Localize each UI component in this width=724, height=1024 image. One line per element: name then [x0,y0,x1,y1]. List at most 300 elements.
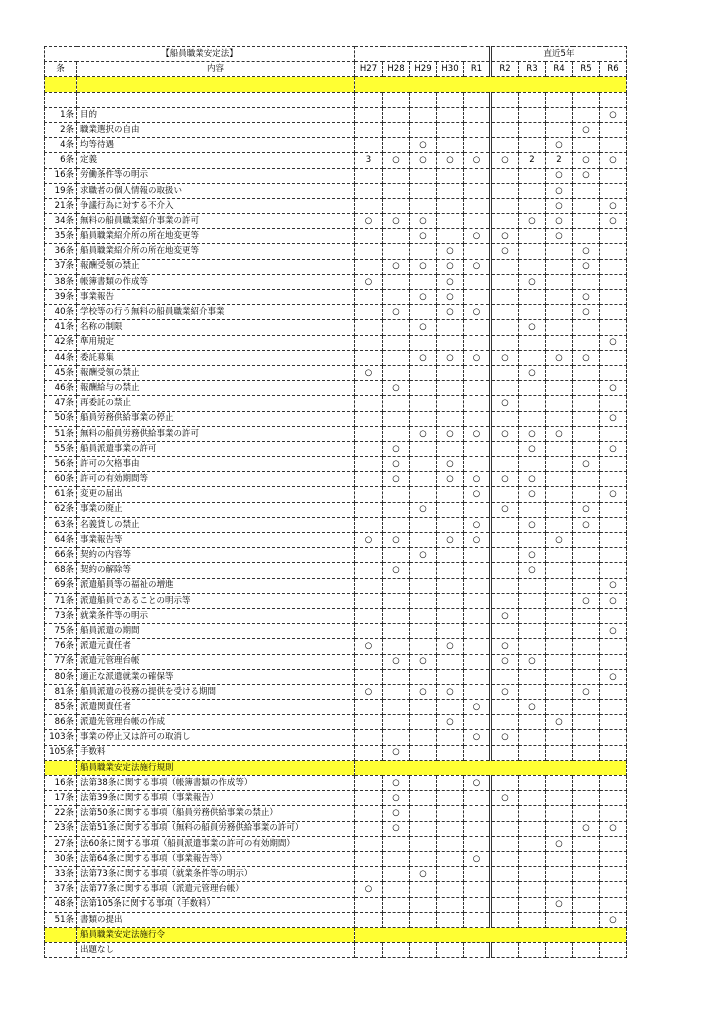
article-number: 71条 [45,593,77,608]
year-mark-cell [491,745,519,760]
table-row [45,168,627,183]
section-header-spacer [45,760,77,775]
year-mark-cell [437,851,464,866]
table-row [45,563,627,578]
year-mark-cell [383,608,410,623]
year-mark-cell [573,654,600,669]
year-mark-cell: ○ [410,290,437,305]
year-mark-cell [519,457,546,472]
table-row [45,214,627,229]
year-mark-cell [437,381,464,396]
table-row [45,411,627,426]
year-mark-cell: ○ [600,214,627,229]
year-mark-cell: ○ [546,198,573,213]
year-mark-cell: ○ [355,639,383,654]
year-mark-cell [573,943,600,958]
year-mark-cell: ○ [383,776,410,791]
article-content: 報酬受領の禁止 [77,259,355,274]
year-mark-cell [600,517,627,532]
year-mark-cell [491,365,519,380]
year-mark-cell [573,578,600,593]
year-mark-cell: ○ [519,548,546,563]
year-mark-cell: ○ [573,821,600,836]
year-mark-cell [464,943,491,958]
year-mark-cell [437,730,464,745]
section-title: 船員職業安定法施行令 [77,927,355,942]
year-mark-cell: ○ [410,153,437,168]
year-mark-cell [600,365,627,380]
year-mark-cell [437,441,464,456]
article-number: 85条 [45,700,77,715]
year-mark-cell [573,715,600,730]
section-header-fill [355,927,627,942]
year-mark-cell [355,730,383,745]
year-mark-cell [600,836,627,851]
article-content: 契約の解除等 [77,563,355,578]
article-content: 派遣先管理台帳の作成 [77,715,355,730]
year-mark-cell: ○ [464,533,491,548]
year-mark-cell: ○ [546,836,573,851]
article-content: 職業選択の自由 [77,122,355,137]
article-number: 66条 [45,548,77,563]
year-mark-cell [600,426,627,441]
year-mark-cell [383,548,410,563]
article-number: 16条 [45,168,77,183]
article-number: 30条 [45,851,77,866]
year-mark-cell [573,912,600,927]
year-mark-cell [546,259,573,274]
year-mark-cell [491,943,519,958]
year-mark-cell: ○ [491,350,519,365]
table-row [45,396,627,411]
year-mark-cell: ○ [437,274,464,289]
year-mark-cell [355,426,383,441]
year-mark-cell [491,457,519,472]
table-title: 【船員職業安定法】 [45,47,355,62]
table-row [45,153,627,168]
year-mark-cell [410,745,437,760]
article-content: 無料の船員職業紹介事業の許可 [77,214,355,229]
article-number: 50条 [45,411,77,426]
article-number: 56条 [45,457,77,472]
article-number: 19条 [45,183,77,198]
year-mark-cell [546,122,573,137]
article-content: 名称の制限 [77,320,355,335]
older-years-header [355,47,491,62]
year-header: R2 [491,62,519,77]
year-mark-cell [600,806,627,821]
year-mark-cell: ○ [410,684,437,699]
year-mark-cell [383,487,410,502]
article-number: 1条 [45,107,77,122]
article-number: 51条 [45,426,77,441]
year-mark-cell [519,943,546,958]
year-mark-cell [573,791,600,806]
year-mark-cell [355,138,383,153]
year-mark-cell [600,457,627,472]
year-mark-cell: ○ [383,457,410,472]
year-mark-cell [546,882,573,897]
year-mark-cell [355,715,383,730]
year-mark-cell: ○ [410,502,437,517]
year-mark-cell [464,320,491,335]
year-mark-cell [410,791,437,806]
year-mark-cell [491,806,519,821]
year-mark-cell [355,897,383,912]
year-mark-cell [464,578,491,593]
year-mark-cell: ○ [519,441,546,456]
year-mark-cell [600,776,627,791]
year-mark-cell [546,776,573,791]
year-mark-cell: ○ [600,198,627,213]
year-mark-cell: ○ [600,381,627,396]
year-header: R3 [519,62,546,77]
table-row [45,608,627,623]
blank-cell [600,92,627,107]
table-row [45,381,627,396]
year-mark-cell [355,821,383,836]
year-mark-cell [464,715,491,730]
year-mark-cell [410,943,437,958]
year-mark-cell [437,229,464,244]
year-mark-cell [355,548,383,563]
year-mark-cell [546,608,573,623]
year-mark-cell [600,168,627,183]
year-mark-cell [464,214,491,229]
year-mark-cell [573,441,600,456]
blank-cell [546,92,573,107]
year-mark-cell [573,700,600,715]
year-mark-cell [573,426,600,441]
year-mark-cell [491,624,519,639]
year-mark-cell [464,836,491,851]
article-number: 23条 [45,821,77,836]
table-row [45,320,627,335]
year-mark-cell [410,851,437,866]
article-number: 36条 [45,244,77,259]
year-mark-cell [519,608,546,623]
year-mark-cell [573,472,600,487]
table-row [45,244,627,259]
year-mark-cell [600,654,627,669]
year-mark-cell: ○ [355,533,383,548]
year-mark-cell [519,396,546,411]
article-content: 法第105条に関する事項（手数料） [77,897,355,912]
year-mark-cell: ○ [600,107,627,122]
year-mark-cell [546,274,573,289]
year-mark-cell: ○ [573,168,600,183]
year-mark-cell [464,107,491,122]
year-mark-cell [573,882,600,897]
year-mark-cell [383,168,410,183]
year-mark-cell [464,669,491,684]
year-mark-cell: ○ [464,229,491,244]
year-mark-cell: ○ [464,259,491,274]
article-content: 目的 [77,107,355,122]
article-number: 35条 [45,229,77,244]
article-number: 39条 [45,290,77,305]
year-mark-cell [519,639,546,654]
year-mark-cell [383,411,410,426]
year-mark-cell [519,806,546,821]
table-row [45,821,627,836]
year-header: H30 [437,62,464,77]
year-mark-cell [464,806,491,821]
year-mark-cell [491,851,519,866]
year-mark-cell [464,198,491,213]
article-content: 派遣船員等の福祉の増進 [77,578,355,593]
table-row [45,229,627,244]
article-number: 37条 [45,882,77,897]
year-mark-cell [355,867,383,882]
year-mark-cell: ○ [464,517,491,532]
year-mark-cell [491,912,519,927]
year-mark-cell [464,791,491,806]
year-mark-cell [410,305,437,320]
article-content: 手数料 [77,745,355,760]
article-number: 81条 [45,684,77,699]
article-content: 準用規定 [77,335,355,350]
table-row [45,305,627,320]
year-mark-cell [355,381,383,396]
year-mark-cell [355,745,383,760]
article-number: 4条 [45,138,77,153]
year-mark-cell [546,305,573,320]
year-mark-cell: ○ [600,669,627,684]
table-row [45,259,627,274]
year-mark-cell [355,441,383,456]
year-mark-cell [464,897,491,912]
year-mark-cell [383,183,410,198]
article-content: 報酬受領の禁止 [77,365,355,380]
year-mark-cell [383,578,410,593]
article-number: 77条 [45,654,77,669]
year-mark-cell [383,426,410,441]
year-mark-cell [383,320,410,335]
year-mark-cell: ○ [355,684,383,699]
year-header: R4 [546,62,573,77]
year-mark-cell [410,715,437,730]
year-mark-cell [573,198,600,213]
blank-cell [77,92,355,107]
year-mark-cell: ○ [573,684,600,699]
article-content: 学校等の行う無料の船員職業紹介事業 [77,305,355,320]
year-mark-cell [491,867,519,882]
blank-cell [355,92,383,107]
blank-cell [45,92,77,107]
year-mark-cell: 2 [519,153,546,168]
year-mark-cell: ○ [383,654,410,669]
article-content: 定義 [77,153,355,168]
year-mark-cell [491,593,519,608]
article-number: 45条 [45,365,77,380]
year-mark-cell: ○ [573,244,600,259]
year-mark-cell: ○ [464,472,491,487]
year-mark-cell [519,411,546,426]
year-mark-cell [491,411,519,426]
year-mark-cell: ○ [546,183,573,198]
article-number [45,943,77,958]
year-mark-cell: ○ [437,684,464,699]
year-mark-cell [410,365,437,380]
year-mark-cell [573,335,600,350]
year-mark-cell [491,836,519,851]
year-mark-cell [546,396,573,411]
year-mark-cell: ○ [573,290,600,305]
year-mark-cell [464,684,491,699]
year-mark-cell [573,836,600,851]
year-mark-cell [410,441,437,456]
article-number: 27条 [45,836,77,851]
year-mark-cell [410,274,437,289]
year-mark-cell [464,335,491,350]
year-mark-cell [573,214,600,229]
year-mark-cell [383,897,410,912]
year-mark-cell [355,320,383,335]
year-mark-cell [600,639,627,654]
year-mark-cell: ○ [355,365,383,380]
year-mark-cell [519,821,546,836]
year-mark-cell [573,138,600,153]
section-header-fill [355,760,627,775]
article-content: 委託募集 [77,350,355,365]
year-mark-cell: ○ [383,214,410,229]
year-mark-cell [437,912,464,927]
year-mark-cell [355,290,383,305]
blank-cell [573,92,600,107]
year-mark-cell: ○ [410,229,437,244]
year-mark-cell [600,122,627,137]
year-mark-cell [573,867,600,882]
year-mark-cell [410,593,437,608]
year-mark-cell [573,806,600,821]
section-header-fill [355,77,627,92]
year-mark-cell [600,867,627,882]
year-mark-cell [546,411,573,426]
year-mark-cell [464,563,491,578]
year-mark-cell [491,517,519,532]
year-mark-cell: ○ [519,320,546,335]
section-header-row [45,77,627,92]
year-mark-cell [383,229,410,244]
article-content: 船員派遣の期間 [77,624,355,639]
year-mark-cell [546,806,573,821]
blank-row [45,92,627,107]
year-mark-cell [573,624,600,639]
year-mark-cell [437,745,464,760]
year-mark-cell [437,335,464,350]
year-mark-cell [437,198,464,213]
year-mark-cell [464,183,491,198]
year-mark-cell: ○ [491,244,519,259]
article-number: 47条 [45,396,77,411]
year-mark-cell [491,669,519,684]
article-content: 名義貸しの禁止 [77,517,355,532]
year-mark-cell: ○ [464,487,491,502]
article-number: 55条 [45,441,77,456]
year-mark-cell [491,138,519,153]
year-mark-cell [600,791,627,806]
year-mark-cell: ○ [519,517,546,532]
year-mark-cell: ○ [546,715,573,730]
year-mark-cell [410,472,437,487]
article-number: 33条 [45,867,77,882]
year-mark-cell [437,593,464,608]
year-mark-cell: ○ [383,821,410,836]
year-mark-cell [383,396,410,411]
table-row [45,122,627,137]
year-mark-cell: ○ [383,305,410,320]
year-mark-cell [383,274,410,289]
year-mark-cell [546,381,573,396]
year-mark-cell [491,214,519,229]
year-mark-cell: ○ [491,639,519,654]
table-row [45,684,627,699]
year-mark-cell [383,851,410,866]
article-content: 船員派遣事業の許可 [77,441,355,456]
table-row [45,867,627,882]
article-content: 書類の提出 [77,912,355,927]
year-mark-cell [600,472,627,487]
year-mark-cell: ○ [410,259,437,274]
year-mark-cell [573,107,600,122]
year-mark-cell: ○ [546,168,573,183]
year-mark-cell [573,229,600,244]
article-number: 48条 [45,897,77,912]
column-header-row [45,62,627,77]
article-number: 40条 [45,305,77,320]
year-mark-cell [355,593,383,608]
year-mark-cell [600,943,627,958]
article-content: 求職者の個人情報の取扱い [77,183,355,198]
article-content: 許可の欠格事由 [77,457,355,472]
year-mark-cell [410,730,437,745]
year-mark-cell [491,198,519,213]
year-mark-cell: ○ [573,122,600,137]
year-mark-cell [491,548,519,563]
year-mark-cell [355,107,383,122]
article-number: 86条 [45,715,77,730]
year-mark-cell [491,183,519,198]
year-mark-cell: ○ [410,867,437,882]
year-mark-cell [600,290,627,305]
year-mark-cell [464,244,491,259]
year-mark-cell [546,684,573,699]
year-mark-cell: ○ [410,426,437,441]
year-mark-cell [464,882,491,897]
section-header-row [45,927,627,942]
year-mark-cell [383,730,410,745]
year-mark-cell [600,851,627,866]
year-mark-cell [437,806,464,821]
article-number: 41条 [45,320,77,335]
section-title: 船員職業安定法施行規則 [77,760,355,775]
year-header: H28 [383,62,410,77]
year-mark-cell [437,183,464,198]
article-content: 争議行為に対する不介入 [77,198,355,213]
year-mark-cell [437,517,464,532]
year-mark-cell [546,563,573,578]
year-mark-cell: ○ [383,745,410,760]
year-mark-cell: ○ [464,153,491,168]
year-mark-cell [600,882,627,897]
year-mark-cell [355,791,383,806]
year-mark-cell [383,198,410,213]
year-mark-cell [546,502,573,517]
year-mark-cell [355,836,383,851]
year-mark-cell [491,259,519,274]
year-mark-cell: ○ [600,335,627,350]
